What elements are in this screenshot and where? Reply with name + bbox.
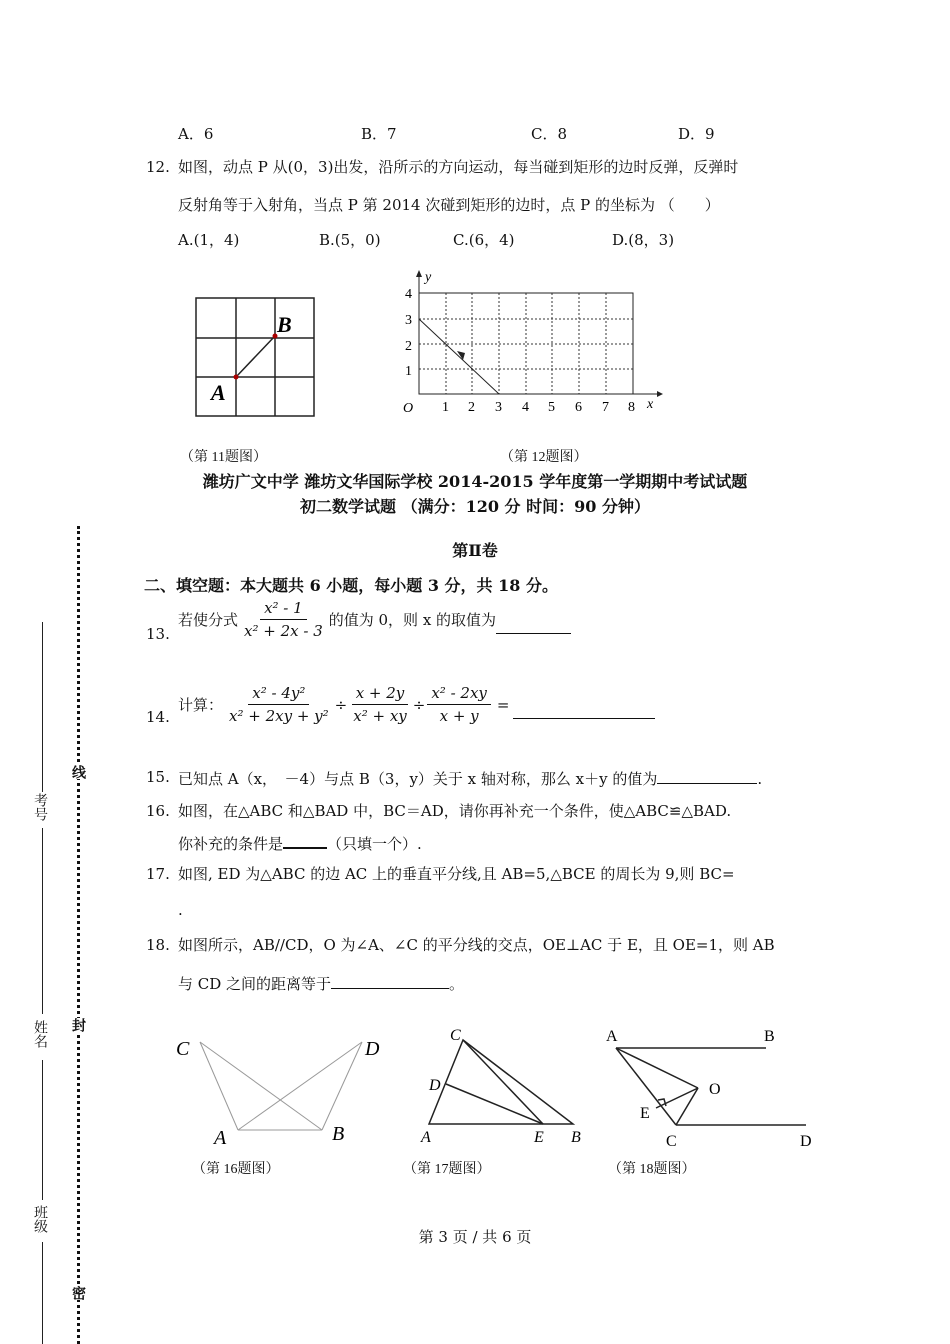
sidebar-kaohao-label: 考号 (32, 793, 48, 821)
q13-denominator: x² + 2x - 3 (244, 622, 323, 640)
figure-17-caption: （第 17题图） (403, 1162, 491, 1177)
figure-18-caption: （第 18题图） (608, 1162, 696, 1177)
page-footer: 第 3 页 / 共 6 页 (418, 1228, 532, 1246)
q16-line2-suffix: （只填一个）. (327, 835, 422, 853)
q14-number: 14. (146, 708, 170, 726)
q18-line1: 如图所示，AB//CD，O 为∠A、∠C 的平分线的交点，OE⊥AC 于 E，且 OE=1，则 AB (178, 936, 775, 954)
figure-17 (415, 1022, 595, 1147)
school-title: 潍坊广文中学 潍坊文华国际学校 2014-2015 学年度第一学期期中考试试题 (202, 472, 748, 491)
x-tick: 1 (442, 400, 449, 415)
q12-line1: 如图，动点 P 从(0，3)出发，沿所示的方向运动，每当碰到矩形的边时反弹，反弹时 (178, 158, 739, 176)
seal-xian-label: 线 (70, 765, 86, 779)
y-tick: 3 (405, 313, 412, 328)
figure-12-chart (395, 265, 670, 420)
seal-feng-label: 封 (70, 1018, 86, 1032)
q12-option-b: B.(5，0) (319, 231, 381, 249)
q14-divide-2: ÷ (412, 695, 426, 714)
sidebar-line-kaohao (42, 622, 43, 792)
q13-numerator: x² - 1 (260, 598, 307, 620)
label-a: A (421, 1129, 431, 1146)
q18-period: 。 (449, 975, 465, 993)
q14-prefix: 计算： (178, 695, 224, 714)
q13-fraction (240, 598, 327, 641)
label-d: D (429, 1077, 441, 1094)
q17-line2: . (178, 901, 183, 919)
subject-title: 初二数学试题 （满分：120 分 时间：90 分钟） (300, 497, 650, 516)
seal-mi-label: 密 (70, 1286, 86, 1300)
q13-number: 13. (146, 625, 170, 643)
label-c: C (666, 1133, 677, 1150)
q13-content (178, 598, 571, 641)
q16-line2 (178, 831, 422, 854)
q14-f3-denominator: x + y (439, 707, 479, 725)
q15-number: 15. (146, 768, 170, 786)
axis-x-label: x (647, 397, 654, 412)
label-c: C (450, 1027, 461, 1044)
q15-period: . (757, 770, 763, 788)
sidebar-line-banji (42, 1060, 43, 1200)
q12-option-a: A.(1，4) (178, 231, 240, 249)
q16-number: 16. (146, 802, 170, 820)
sidebar-line-xingming (42, 828, 43, 1014)
x-tick: 7 (602, 400, 609, 415)
q13-suffix: 的值为 0，则 x 的取值为 (328, 610, 497, 629)
label-e: E (640, 1105, 650, 1122)
q15-answer-blank[interactable] (657, 767, 757, 784)
q12-option-d: D.(8，3) (612, 231, 675, 249)
path-line (419, 319, 499, 394)
q12-option-c: C.(6，4) (453, 231, 515, 249)
y-tick: 4 (405, 287, 412, 302)
label-c: C (176, 1038, 190, 1060)
q14-answer-blank[interactable] (513, 702, 655, 719)
label-b: B (277, 312, 292, 337)
q16-line1: 如图，在△ABC 和△BAD 中，BC＝AD，请你再补充一个条件，使△ABC≌△BAD. (178, 802, 732, 820)
label-b: B (332, 1123, 345, 1145)
figure-18 (600, 1022, 820, 1152)
figure-12-caption: （第 12题图） (500, 450, 588, 465)
q14-content (178, 683, 655, 726)
volume-title: 第Ⅱ卷 (452, 541, 498, 560)
q16-answer-blank[interactable] (283, 831, 327, 849)
label-d: D (800, 1133, 812, 1150)
q18-line2 (178, 972, 464, 994)
sidebar-xingming-label: 姓名 (32, 1020, 48, 1048)
figure-11-caption: （第 11题图） (180, 450, 267, 465)
x-tick: 8 (628, 400, 635, 415)
q14-f3-numerator: x² - 2xy (427, 683, 491, 705)
label-b: B (764, 1028, 775, 1045)
q12-number: 12. (146, 158, 170, 176)
axis-y-label: y (425, 270, 432, 285)
x-tick: 4 (522, 400, 529, 415)
seal-dotted-line (77, 526, 80, 1344)
q17-line1: 如图, ED 为△ABC 的边 AC 上的垂直平分线,且 AB=5,△BCE 的周长为 9,则 BC= (178, 865, 735, 883)
point-a (234, 375, 239, 380)
figure-16-caption: （第 16题图） (192, 1162, 280, 1177)
y-tick: 1 (405, 364, 412, 379)
figure-16 (170, 1030, 390, 1150)
q11-option-b: B．7 (361, 125, 397, 143)
q14-fraction-2 (349, 683, 411, 726)
x-tick: 6 (575, 400, 582, 415)
figure-11-grid (190, 292, 325, 422)
label-a: A (606, 1028, 618, 1045)
label-a: A (214, 1127, 227, 1149)
q14-equals: = (496, 695, 510, 714)
q13-prefix: 若使分式 (178, 610, 239, 629)
label-e: E (534, 1129, 544, 1146)
q15-text: 已知点 A（x， －4）与点 B（3，y）关于 x 轴对称，那么 x＋y 的值为 (178, 770, 658, 788)
label-a: A (211, 380, 226, 405)
q11-option-a: A．6 (178, 125, 214, 143)
label-d: D (365, 1038, 380, 1060)
q14-fraction-1 (225, 683, 333, 726)
q18-number: 18. (146, 936, 170, 954)
q12-line2: 反射角等于入射角，当点 P 第 2014 次碰到矩形的边时，点 P 的坐标为 （ ） (178, 196, 720, 214)
q14-divide-1: ÷ (334, 695, 348, 714)
q14-fraction-3 (427, 683, 491, 726)
q18-line2-text: 与 CD 之间的距离等于 (178, 975, 332, 993)
q11-option-d: D．9 (678, 125, 715, 143)
q16-line2-prefix: 你补充的条件是 (178, 835, 284, 853)
section-2-title: 二、填空题：本大题共 6 小题，每小题 3 分，共 18 分。 (144, 576, 558, 595)
segment-ab (236, 336, 275, 377)
sidebar-line-bottom (42, 1242, 43, 1344)
x-tick: 2 (468, 400, 475, 415)
q14-f1-numerator: x² - 4y² (248, 683, 309, 705)
x-tick: 3 (495, 400, 502, 415)
y-tick: 2 (405, 339, 412, 354)
sidebar-banji-label: 班级 (32, 1205, 48, 1233)
q17-number: 17. (146, 865, 170, 883)
label-b: B (571, 1129, 581, 1146)
q14-f2-denominator: x² + xy (353, 707, 407, 725)
origin-label: O (403, 401, 414, 416)
q13-answer-blank[interactable] (496, 617, 571, 634)
x-tick: 5 (548, 400, 555, 415)
q14-f1-denominator: x² + 2xy + y² (229, 707, 329, 725)
q18-answer-blank[interactable] (331, 972, 449, 989)
label-o: O (709, 1081, 721, 1098)
q15-content (178, 767, 762, 789)
q14-f2-numerator: x + 2y (352, 683, 409, 705)
q11-option-c: C．8 (531, 125, 568, 143)
